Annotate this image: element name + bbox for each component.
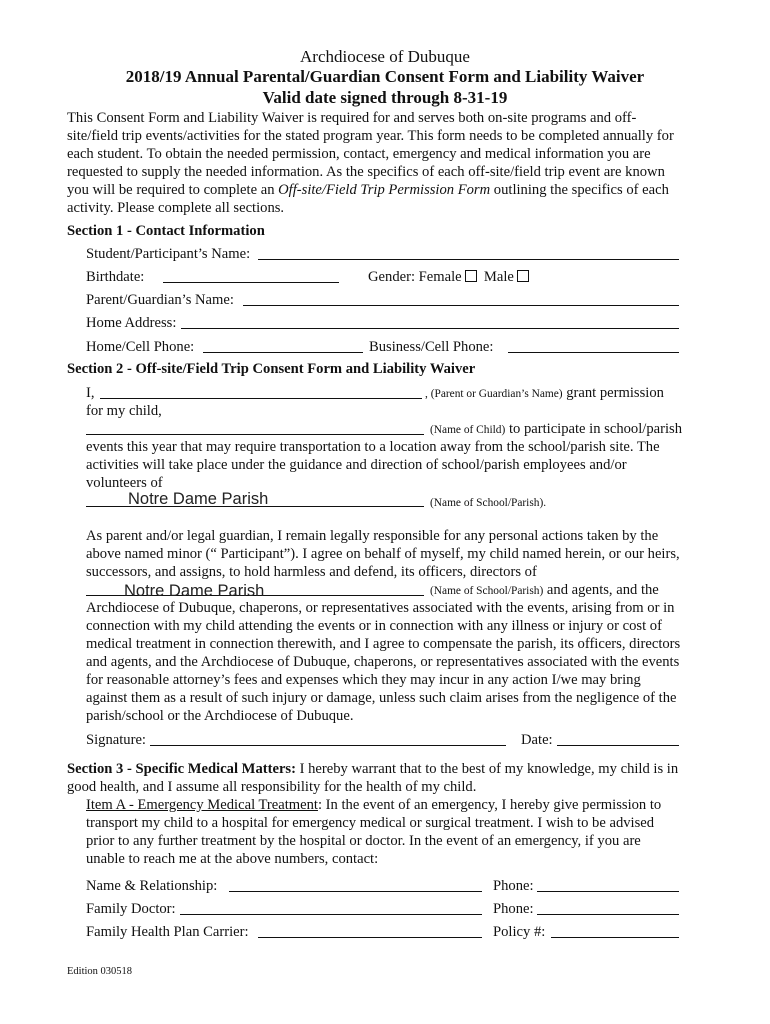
gender-female-label: Gender: Female <box>368 269 462 285</box>
consent-p3-line-4: and agents, and the Archdiocese of Dubuque, chaperons, or representatives associated with the events <box>86 654 680 670</box>
parent-name-label: Parent/Guardian’s Name: <box>86 292 234 308</box>
name-relationship-label: Name & Relationship: <box>86 878 218 894</box>
home-address-field[interactable] <box>181 328 679 329</box>
name-relationship-field[interactable] <box>229 891 482 892</box>
student-name-label: Student/Participant’s Name: <box>86 246 251 262</box>
item-a-line-2: transport my child to a hospital for emergency medical or surgical treatment. I wish to be advised <box>86 815 655 831</box>
female-checkbox[interactable] <box>465 270 477 282</box>
guardian-name-note: , (Parent or Guardian’s Name) <box>425 388 563 400</box>
section-3-heading-line <box>67 760 678 778</box>
consent-p3-line-1: Archdiocese of Dubuque, chaperons, or representatives associated with the events, arising from or in <box>86 600 675 616</box>
agents-line <box>430 581 659 600</box>
date-label: Date: <box>521 732 553 748</box>
section-3-heading: Section 3 - Specific Medical Matters: <box>67 761 296 777</box>
signature-field[interactable] <box>150 745 506 746</box>
intro-line-5-post: outlining the specifics of each <box>490 182 669 198</box>
intro-line-2: site/field trip events/activities for the stated program year. This form needs to be completed annually for <box>67 128 674 144</box>
doctor-phone-label: Phone: <box>493 901 534 917</box>
gender-male-label: Male <box>483 269 514 285</box>
birthdate-field[interactable] <box>163 282 339 283</box>
health-plan-label: Family Health Plan Carrier: <box>86 924 249 940</box>
participate-text: to participate in school/parish <box>508 421 683 437</box>
consent-p3-line-3: medical treatment in connection therewith, and I agree to compensate the parish, its officers, directors <box>86 636 681 652</box>
section-3-warranty-text: I hereby warrant that to the best of my knowledge, my child is in <box>295 761 679 777</box>
doctor-phone-field[interactable] <box>537 914 679 915</box>
consent-p3-line-7: parish/school or the Archdiocese of Dubuque. <box>86 708 354 724</box>
parent-name-field[interactable] <box>243 305 679 306</box>
contact-phone-field[interactable] <box>537 891 679 892</box>
item-a-text: : In the event of an emergency, I hereby give permission to <box>317 797 662 813</box>
consent-p3-line-5: for reasonable attorney’s fees and expenses which they may incur in any action I/we may bring <box>86 672 641 688</box>
consent-p1-line-2: activities will take place under the guidance and direction of school/parish employees and/or <box>86 457 627 473</box>
for-my-child: for my child, <box>86 403 162 419</box>
signature-label: Signature: <box>86 732 146 748</box>
business-phone-label: Business/Cell Phone: <box>369 339 494 355</box>
school-name-filled-1: Notre Dame Parish <box>128 490 269 508</box>
grant-line <box>425 384 664 403</box>
and-agents-text: and agents, and the <box>546 582 659 598</box>
item-a-line-1 <box>86 796 661 814</box>
form-title: 2018/19 Annual Parental/Guardian Consent Form and Liability Waiver <box>125 67 645 86</box>
male-checkbox[interactable] <box>517 270 529 282</box>
consent-p1-line-1: events this year that may require transportation to a location away from the school/parish site. The <box>86 439 660 455</box>
intro-line-6: activity. Please complete all sections. <box>67 200 285 216</box>
intro-line-5 <box>67 181 669 199</box>
i-label: I, <box>86 385 95 401</box>
valid-date: Valid date signed through 8-31-19 <box>262 88 508 107</box>
date-field[interactable] <box>557 745 679 746</box>
consent-p2-line-3: successors, and assigns, to hold harmless and defend, its officers, directors of <box>86 564 537 580</box>
home-cell-phone-label: Home/Cell Phone: <box>86 339 195 355</box>
consent-p1-line-3: volunteers of <box>86 475 163 491</box>
school-name-note-2: (Name of School/Parish) <box>430 585 544 597</box>
child-name-note: (Name of Child) <box>430 424 506 436</box>
family-doctor-field[interactable] <box>180 914 482 915</box>
policy-number-field[interactable] <box>551 937 679 938</box>
student-name-field[interactable] <box>258 259 679 260</box>
health-plan-field[interactable] <box>258 937 482 938</box>
item-a-line-3: prior to any further treatment by the hospital or doctor. In the event of an emergency, if you are <box>86 833 641 849</box>
org-name: Archdiocese of Dubuque <box>300 47 470 66</box>
consent-p3-line-6: against them as a result of such injury or damage, unless such claim arises from the negligence of the <box>86 690 677 706</box>
intro-line-5-pre: you will be required to complete an <box>67 182 279 198</box>
edition-number: Edition 030518 <box>67 966 133 977</box>
section-3-line-2: good health, and I assume all responsibility for the health of my child. <box>67 779 477 795</box>
section-2-heading: Section 2 - Off-site/Field Trip Consent Form and Liability Waiver <box>67 361 476 377</box>
participate-line <box>430 420 682 439</box>
home-cell-phone-field[interactable] <box>203 352 363 353</box>
consent-p2-line-1: As parent and/or legal guardian, I remain legally responsible for any personal actions taken by the <box>86 528 659 544</box>
intro-line-4: requested to supply the needed information. As the specifics of each off-site/field trip event are known <box>67 164 665 180</box>
school-name-note-1: (Name of School/Parish). <box>430 497 547 509</box>
school-name-filled-2: Notre Dame Parish <box>124 582 265 600</box>
consent-p2-line-2: above named minor (“ Participant”). I agree on behalf of myself, my child named herein, or our heirs, <box>86 546 680 562</box>
item-a-line-4: unable to reach me at the above numbers, contact: <box>86 851 379 867</box>
child-name-field[interactable] <box>86 434 424 435</box>
policy-number-label: Policy #: <box>493 924 546 940</box>
intro-line-3: each student. To obtain the needed permission, contact, emergency and medical information you are <box>67 146 651 162</box>
family-doctor-label: Family Doctor: <box>86 901 176 917</box>
intro-line-1: This Consent Form and Liability Waiver is required for and serves both on-site programs and off- <box>67 110 637 126</box>
guardian-name-field[interactable] <box>100 398 422 399</box>
business-phone-field[interactable] <box>508 352 679 353</box>
section-1-heading: Section 1 - Contact Information <box>67 223 265 239</box>
home-address-label: Home Address: <box>86 315 177 331</box>
birthdate-label: Birthdate: <box>86 269 145 285</box>
offsite-form-name: Off-site/Field Trip Permission Form <box>278 182 491 198</box>
contact-phone-label: Phone: <box>493 878 534 894</box>
grant-permission-text: grant permission <box>566 385 664 401</box>
item-a-label: Item A - Emergency Medical Treatment <box>86 797 318 813</box>
gender-label <box>368 268 529 286</box>
consent-p3-line-2: connection with my child attending the events or in connection with any illness or injury or cost of <box>86 618 662 634</box>
